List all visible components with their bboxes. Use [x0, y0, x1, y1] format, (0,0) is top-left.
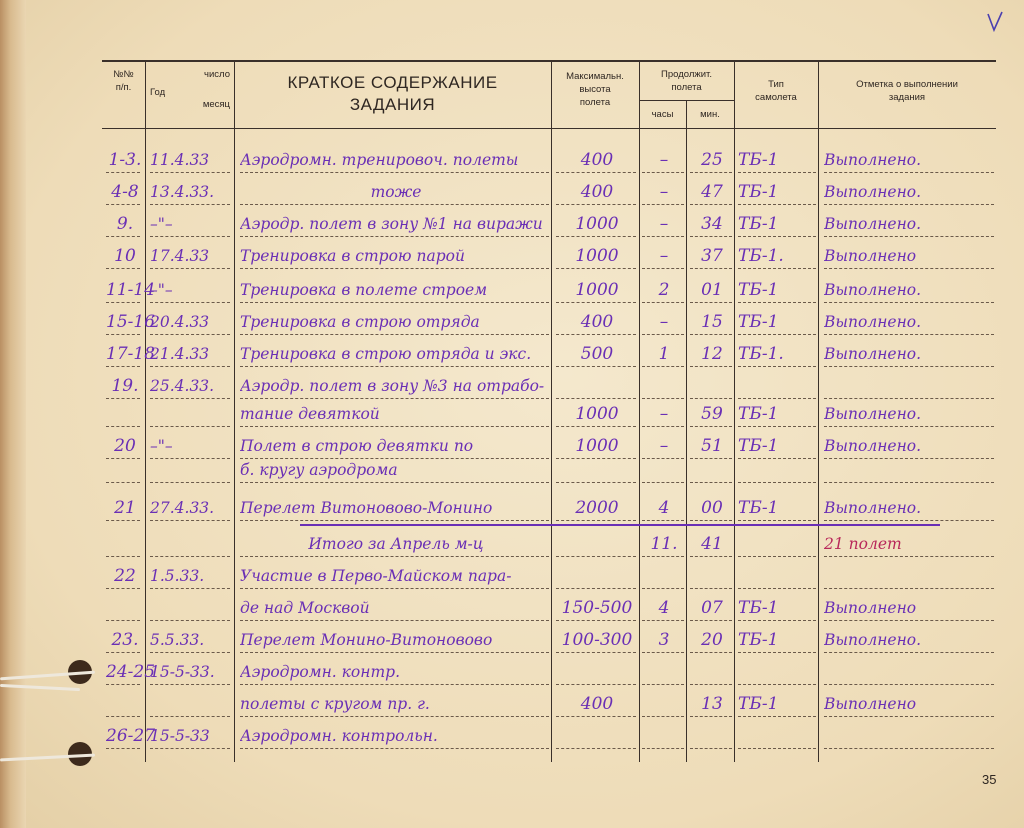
ruled-line	[738, 268, 816, 269]
cell-alt: 1000	[575, 214, 619, 234]
ruled-line	[106, 620, 140, 621]
ruled-line	[240, 588, 549, 589]
header-bottom-rule	[102, 128, 996, 129]
ruled-line	[106, 458, 140, 459]
cell-mark: Выполнено.	[824, 631, 922, 649]
ruled-line	[690, 556, 732, 557]
cell-date: 5.5.33.	[150, 631, 205, 649]
cell-m: 47	[701, 182, 723, 202]
cell-task: полеты с кругом пр. г.	[240, 695, 430, 713]
cell-date: 15-5-33	[150, 727, 210, 745]
ruled-line	[642, 482, 684, 483]
ruled-line	[642, 172, 684, 173]
cell-date: 21.4.33	[150, 345, 210, 363]
cell-num: 26-27	[106, 726, 156, 746]
ruled-line	[150, 588, 230, 589]
ruled-line	[824, 748, 994, 749]
ruled-line	[824, 652, 994, 653]
total-underline	[300, 524, 940, 526]
cell-num: 9.	[116, 214, 134, 234]
ruled-line	[106, 482, 140, 483]
ruled-line	[240, 520, 549, 521]
cell-mark: Выполнено	[824, 695, 917, 713]
cell-type: ТБ-1	[738, 280, 779, 300]
ruled-line	[690, 172, 732, 173]
cell-task: Тренировка в полете строем	[240, 281, 488, 299]
ruled-line	[106, 652, 140, 653]
ruled-line	[738, 334, 816, 335]
ruled-line	[240, 172, 549, 173]
ruled-line	[824, 334, 994, 335]
ruled-line	[738, 684, 816, 685]
cell-mark: Выполнено	[824, 599, 917, 617]
ruled-line	[690, 458, 732, 459]
ruled-line	[690, 236, 732, 237]
cell-type: ТБ-1	[738, 630, 779, 650]
ruled-line	[150, 366, 230, 367]
ruled-line	[690, 716, 732, 717]
header-year: Год	[150, 87, 166, 98]
header-date-month: месяц	[202, 99, 230, 110]
ruled-line	[824, 458, 994, 459]
ruled-line	[642, 684, 684, 685]
ruled-line	[642, 716, 684, 717]
ruled-line	[106, 684, 140, 685]
ruled-line	[738, 236, 816, 237]
cell-mark: Выполнено	[824, 247, 917, 265]
ruled-line	[690, 520, 732, 521]
cell-h: –	[659, 312, 669, 332]
ruled-line	[642, 268, 684, 269]
cell-mark: Выполнено.	[824, 151, 922, 169]
ruled-line	[690, 482, 732, 483]
cell-date: –"–	[150, 437, 173, 455]
ruled-line	[824, 302, 994, 303]
ruled-line	[690, 588, 732, 589]
ruled-line	[106, 398, 140, 399]
cell-h: 2	[658, 280, 670, 300]
cell-task: Аэродромн. тренировоч. полеты	[240, 151, 519, 169]
cell-alt: 1000	[575, 436, 619, 456]
ruled-line	[556, 716, 636, 717]
cell-h: –	[659, 246, 669, 266]
ruled-line	[642, 588, 684, 589]
ruled-line	[690, 398, 732, 399]
ruled-line	[150, 398, 230, 399]
ruled-line	[556, 426, 636, 427]
cell-num: 24-25	[106, 662, 156, 682]
cell-num: 1-3.	[108, 150, 142, 170]
ruled-line	[642, 556, 684, 557]
ruled-line	[738, 556, 816, 557]
ruled-line	[738, 458, 816, 459]
header-minutes: мин.	[700, 109, 720, 120]
cell-alt: 400	[580, 312, 614, 332]
cell-num: 10	[114, 246, 136, 266]
ruled-line	[240, 334, 549, 335]
header-task: КРАТКОЕ СОДЕРЖАНИЕ ЗАДАНИЯ	[287, 73, 498, 114]
ruled-line	[824, 398, 994, 399]
cell-mark: Выполнено.	[824, 183, 922, 201]
cell-task: тоже	[370, 183, 422, 201]
cell-date: 11.4.33	[150, 151, 210, 169]
ruled-line	[106, 268, 140, 269]
ruled-line	[824, 716, 994, 717]
ruled-line	[690, 652, 732, 653]
ruled-line	[824, 684, 994, 685]
cell-num: 21	[114, 498, 136, 518]
cell-alt: 150-500	[561, 598, 633, 618]
ruled-line	[556, 268, 636, 269]
cell-task: Перелет Витоновово-Монино	[240, 499, 493, 517]
ruled-line	[556, 520, 636, 521]
col-rule	[234, 62, 235, 762]
cell-type: ТБ-1	[738, 436, 779, 456]
ruled-line	[556, 236, 636, 237]
cell-task: Перелет Монино-Витоновово	[240, 631, 493, 649]
cell-type: ТБ-1	[738, 598, 779, 618]
ruled-line	[150, 204, 230, 205]
cell-mark: Выполнено.	[824, 313, 922, 331]
cell-mark: Выполнено.	[824, 281, 922, 299]
col-rule	[686, 100, 687, 762]
cell-h: 3	[658, 630, 670, 650]
cell-h: –	[659, 404, 669, 424]
ruled-line	[824, 620, 994, 621]
ruled-line	[824, 588, 994, 589]
cell-m: 25	[701, 150, 723, 170]
ruled-line	[240, 652, 549, 653]
ruled-line	[824, 366, 994, 367]
cell-m: 12	[701, 344, 723, 364]
ruled-line	[556, 482, 636, 483]
ruled-line	[240, 302, 549, 303]
cell-mark: Выполнено.	[824, 215, 922, 233]
cell-num: 20	[114, 436, 136, 456]
cell-m: 51	[701, 436, 723, 456]
col-rule	[639, 62, 640, 762]
cell-mark: Выполнено.	[824, 437, 922, 455]
header-duration: Продолжит. полета	[661, 69, 712, 93]
ruled-line	[240, 482, 549, 483]
cell-type: ТБ-1	[738, 498, 779, 518]
ruled-line	[106, 588, 140, 589]
ruled-line	[150, 652, 230, 653]
ruled-line	[824, 236, 994, 237]
ruled-line	[642, 426, 684, 427]
cell-alt: 1000	[575, 246, 619, 266]
ruled-line	[642, 236, 684, 237]
cell-task: Тренировка в строю парой	[240, 247, 465, 265]
cell-mark: 21 полет	[824, 535, 902, 553]
ruled-line	[690, 620, 732, 621]
cell-task: тание девяткой	[240, 405, 380, 423]
ruled-line	[738, 748, 816, 749]
cell-type: ТБ-1	[738, 214, 779, 234]
header-completion-mark: Отметка о выполнении задания	[856, 79, 958, 103]
ruled-line	[106, 302, 140, 303]
ruled-line	[738, 426, 816, 427]
ruled-line	[556, 172, 636, 173]
ruled-line	[642, 520, 684, 521]
ruled-line	[690, 204, 732, 205]
ruled-line	[150, 236, 230, 237]
ruled-line	[642, 398, 684, 399]
ruled-line	[556, 366, 636, 367]
cell-task: Тренировка в строю отряда и экс.	[240, 345, 532, 363]
ruled-line	[150, 620, 230, 621]
cell-mark: Выполнено.	[824, 345, 922, 363]
ruled-line	[106, 716, 140, 717]
ruled-line	[556, 204, 636, 205]
cell-m: 41	[701, 534, 723, 554]
cell-date: 15-5-33.	[150, 663, 215, 681]
ruled-line	[150, 556, 230, 557]
cell-h: 4	[658, 498, 670, 518]
ruled-line	[106, 520, 140, 521]
page-number: 35	[982, 772, 997, 787]
cell-date: 20.4.33	[150, 313, 210, 331]
ruled-line	[642, 748, 684, 749]
ruled-line	[150, 334, 230, 335]
cell-type: ТБ-1	[738, 312, 779, 332]
cell-type: ТБ-1	[738, 694, 779, 714]
header-date-day: число	[204, 69, 230, 80]
header-hours: часы	[651, 109, 674, 120]
ruled-line	[150, 482, 230, 483]
ruled-line	[240, 620, 549, 621]
ruled-line	[106, 236, 140, 237]
ruled-line	[738, 172, 816, 173]
ruled-line	[642, 302, 684, 303]
ruled-line	[556, 588, 636, 589]
cell-task: Полет в строю девятки по	[240, 437, 474, 455]
cell-num: 11-14	[106, 280, 156, 300]
cell-h: 4	[658, 598, 670, 618]
ruled-line	[690, 268, 732, 269]
cell-date: 27.4.33.	[150, 499, 215, 517]
cell-date: 17.4.33	[150, 247, 210, 265]
cell-task: Аэродромн. контр.	[240, 663, 401, 681]
ruled-line	[738, 398, 816, 399]
ruled-line	[240, 426, 549, 427]
ruled-line	[106, 556, 140, 557]
cell-mark: Выполнено.	[824, 405, 922, 423]
ruled-line	[150, 302, 230, 303]
cell-alt: 400	[580, 182, 614, 202]
corner-checkmark	[985, 10, 1005, 34]
ruled-line	[240, 716, 549, 717]
ruled-line	[738, 302, 816, 303]
cell-type: ТБ-1	[738, 150, 779, 170]
ruled-line	[106, 204, 140, 205]
cell-m: 59	[701, 404, 723, 424]
ruled-line	[240, 556, 549, 557]
ruled-line	[556, 620, 636, 621]
ruled-line	[824, 204, 994, 205]
cell-num: 22	[114, 566, 136, 586]
ruled-line	[240, 748, 549, 749]
cell-h: –	[659, 436, 669, 456]
cell-type: ТБ-1	[738, 404, 779, 424]
cell-alt: 1000	[575, 404, 619, 424]
ruled-line	[106, 172, 140, 173]
ruled-line	[150, 268, 230, 269]
cell-type: ТБ-1	[738, 182, 779, 202]
cell-num: 23.	[111, 630, 139, 650]
cell-m: 37	[701, 246, 723, 266]
cell-alt: 400	[580, 150, 614, 170]
ruled-line	[556, 334, 636, 335]
header-aircraft-type: Тип самолета	[755, 79, 797, 103]
cell-task: Аэродромн. контрольн.	[240, 727, 438, 745]
ruled-line	[824, 172, 994, 173]
ruled-line	[642, 204, 684, 205]
ruled-line	[150, 458, 230, 459]
ruled-line	[824, 426, 994, 427]
cell-task: Итого за Апрель м-ц	[308, 535, 484, 553]
ruled-line	[240, 398, 549, 399]
cell-mark: Выполнено.	[824, 499, 922, 517]
ruled-line	[106, 366, 140, 367]
ruled-line	[150, 748, 230, 749]
ruled-line	[738, 482, 816, 483]
ruled-line	[738, 652, 816, 653]
ruled-line	[556, 302, 636, 303]
ruled-line	[240, 268, 549, 269]
cell-num: 4-8	[111, 182, 139, 202]
ruled-line	[642, 620, 684, 621]
cell-num: 15-16	[106, 312, 156, 332]
ruled-line	[240, 458, 549, 459]
ruled-line	[106, 748, 140, 749]
ruled-line	[642, 334, 684, 335]
ruled-line	[738, 588, 816, 589]
ruled-line	[738, 716, 816, 717]
cell-date: 13.4.33.	[150, 183, 215, 201]
cell-task: де над Москвой	[240, 599, 370, 617]
ruled-line	[690, 684, 732, 685]
ruled-line	[556, 458, 636, 459]
header-altitude: Максимальн. высота полета	[566, 71, 624, 108]
ruled-line	[642, 366, 684, 367]
ruled-line	[690, 302, 732, 303]
cell-type: ТБ-1.	[738, 344, 784, 364]
header-num: №№ п/п.	[113, 69, 134, 93]
cell-h: 1	[658, 344, 670, 364]
page-binding	[0, 0, 26, 828]
cell-alt: 2000	[575, 498, 619, 518]
ruled-line	[824, 268, 994, 269]
ruled-line	[824, 520, 994, 521]
cell-task: Аэродр. полет в зону №3 на отрабо-	[240, 377, 545, 395]
cell-alt: 100-300	[561, 630, 633, 650]
ruled-line	[824, 482, 994, 483]
ruled-line	[240, 684, 549, 685]
cell-m: 13	[701, 694, 723, 714]
ruled-line	[106, 426, 140, 427]
ruled-line	[642, 458, 684, 459]
col-rule	[818, 62, 819, 762]
ruled-line	[690, 334, 732, 335]
ruled-line	[690, 426, 732, 427]
ruled-line	[150, 520, 230, 521]
cell-type: ТБ-1.	[738, 246, 784, 266]
cell-task: Тренировка в строю отряда	[240, 313, 480, 331]
ruled-line	[150, 172, 230, 173]
ruled-line	[556, 684, 636, 685]
cell-h: –	[659, 182, 669, 202]
cell-m: 20	[701, 630, 723, 650]
cell-m: 34	[701, 214, 723, 234]
cell-m: 00	[701, 498, 723, 518]
ruled-line	[556, 748, 636, 749]
ruled-line	[738, 520, 816, 521]
col-rule	[145, 62, 146, 762]
cell-date: 1.5.33.	[150, 567, 205, 585]
ruled-line	[690, 366, 732, 367]
ruled-line	[150, 716, 230, 717]
cell-m: 01	[701, 280, 723, 300]
ruled-line	[556, 398, 636, 399]
cell-h: –	[659, 150, 669, 170]
cell-task: Аэродр. полет в зону №1 на виражи	[240, 215, 543, 233]
cell-m: 15	[701, 312, 723, 332]
cell-alt: 500	[580, 344, 614, 364]
cell-alt: 1000	[575, 280, 619, 300]
ruled-line	[738, 366, 816, 367]
ruled-line	[150, 426, 230, 427]
cell-alt: 400	[580, 694, 614, 714]
ruled-line	[240, 204, 549, 205]
cell-date: –"–	[150, 215, 173, 233]
ruled-line	[824, 556, 994, 557]
cell-m: 07	[701, 598, 723, 618]
cell-num: 17-18	[106, 344, 156, 364]
cell-task: б. кругу аэродрома	[240, 461, 398, 479]
cell-num: 19.	[111, 376, 139, 396]
cell-date: –"–	[150, 281, 173, 299]
ruled-line	[106, 334, 140, 335]
cell-date: 25.4.33.	[150, 377, 215, 395]
ruled-line	[240, 236, 549, 237]
ruled-line	[556, 652, 636, 653]
ruled-line	[642, 652, 684, 653]
cell-task: Участие в Перво-Майском пара-	[240, 567, 512, 585]
ruled-line	[738, 620, 816, 621]
ruled-line	[240, 366, 549, 367]
cell-h: –	[659, 214, 669, 234]
ruled-line	[690, 748, 732, 749]
col-rule	[734, 62, 735, 762]
ruled-line	[738, 204, 816, 205]
ruled-line	[150, 684, 230, 685]
ruled-line	[556, 556, 636, 557]
cell-h: 11.	[650, 534, 678, 554]
